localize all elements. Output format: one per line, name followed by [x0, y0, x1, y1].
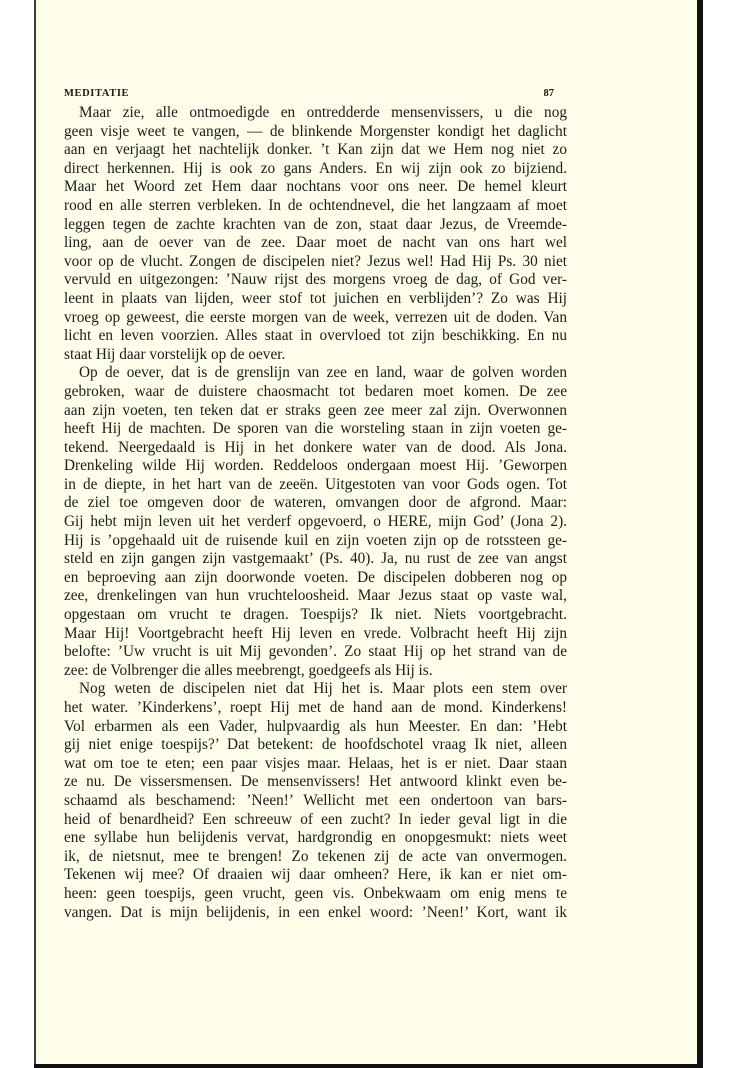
text-line: Op de oever, dat is de grenslijn van zee en land, waar de golven worden [79, 364, 567, 382]
text-line: Maar het Woord zet Hem daar nochtans voor ons neer. De hemel kleurt [64, 178, 567, 196]
page-left-edge [34, 0, 36, 1068]
text-line: heid of benardheid? Een schreeuw of een zucht? In ieder geval ligt in die [64, 810, 567, 828]
text-line: leggen tegen de zachte krachten van de zon, staat daar Jezus, de Vreemde- [64, 215, 567, 233]
text-line: leent in plaats van lijden, weer stof tot juichen en verblijden’? Zo was Hij [64, 289, 567, 307]
text-line: wat om toe te eten; een paar visjes maar. Helaas, het is er niet. Daar staan [64, 754, 567, 772]
page-bottom-edge [34, 1064, 703, 1068]
text-line: heen: geen toespijs, geen vrucht, geen vis. Onbekwaam om enig mens te [64, 884, 567, 902]
text-line: ling, aan de oever van de zee. Daar moet de nacht van ons hart wel [64, 234, 567, 252]
text-line: aan en verjaagt het nachtelijk donker. ’t Kan zijn dat we Hem nog niet zo [64, 141, 567, 159]
page-right-edge [697, 0, 703, 1068]
page-number: 87 [543, 88, 554, 99]
text-line: Vol erbarmen als een Vader, hulpvaardig als hun Meester. En dan: ’Hebt [64, 717, 567, 735]
text-line: Tekenen wij mee? Of draaien wij daar omheen? Here, ik kan er niet om- [64, 866, 567, 884]
text-line: belofte: ’Uw vrucht is uit Mij gevonden’. Zo staat Hij op het strand van de [64, 643, 567, 661]
text-line: vervuld en uitgezongen: ’Nauw rijst des morgens vroeg de dag, of God ver- [64, 271, 567, 289]
text-line: gebroken, waar de duistere chaosmacht tot bedaren moet komen. De zee [64, 382, 567, 400]
body-text [64, 104, 567, 922]
text-line: en beproeving aan zijn doorwonde voeten. De discipelen dobberen nog op [64, 568, 567, 586]
text-line: het water. ’Kinderkens’, roept Hij met de hand aan de mond. Kinderkens! [64, 699, 567, 716]
text-line: licht en leven voorzien. Alles staat in overvloed tot zijn beschikking. En nu [64, 327, 567, 345]
text-line: tekend. Neergedaald is Hij in het donkere water van de dood. Als Jona. [64, 438, 567, 456]
text-line: geen visje weet te vangen, — de blinkende Morgenster kondigt het daglicht [64, 122, 567, 140]
text-line: voor op de vlucht. Zongen de discipelen niet? Jezus wel! Had Hij Ps. 30 niet [64, 252, 567, 270]
text-line: heeft Hij de machten. De sporen van die worsteling staan in zijn voeten ge- [64, 420, 567, 438]
text-line: opgestaan om vrucht te dragen. Toespijs? Ik niet. Niets voortgebracht. [64, 606, 567, 624]
text-line: zee, drenkelingen van hun vruchteloosheid. Maar Jezus staat op vaste wal, [64, 587, 567, 605]
text-line: Gij hebt mijn leven uit het verderf opgevoerd, o HERE, mijn God’ (Jona 2). [64, 513, 567, 531]
text-line: in de diepte, in het hart van de zeeën. Uitgestoten van voor Gods ogen. Tot [64, 475, 567, 493]
text-line: vroeg op geweest, die eerste morgen van de week, verrezen uit de doden. Van [64, 308, 567, 326]
text-line: vangen. Dat is mijn belijdenis, in een enkel woord: ’Neen!’ Kort, want ik [64, 903, 567, 921]
text-line: Drenkeling wilde Hij worden. Reddeloos ondergaan moest Hij. ’Geworpen [64, 457, 567, 475]
text-line: direct herkennen. Hij is ook zo gans Anders. En wij zijn ook zo bijziend. [64, 159, 567, 177]
text-line: Maar Hij! Voortgebracht heeft Hij leven en vrede. Volbracht heeft Hij zijn [64, 624, 567, 642]
text-line: Nog weten de discipelen niet dat Hij het is. Maar plots een stem over [79, 680, 567, 698]
text-line: rood en alle sterren verbleken. In de ochtendnevel, die het langzaam af moet [64, 196, 567, 214]
text-line: Hij is ’opgehaald uit de ruisende kuil en zijn voeten zijn op de rotssteen ge- [64, 531, 567, 549]
text-line: aan zijn voeten, ten teken dat er straks geen zee meer zal zijn. Overwonnen [64, 401, 567, 419]
text-line: ene syllabe hun belijdenis vervat, hardgrondig en onopgesmukt: niets weet [64, 829, 567, 847]
text-line: steld en zijn gangen zijn vastgemaakt’ (Ps. 40). Ja, nu rust de zee van angst [64, 550, 567, 568]
text-line: staat Hij daar vorstelijk op de oever. [64, 345, 286, 363]
running-title: MEDITATIE [64, 88, 130, 99]
text-line: gij niet enige toespijs?’ Dat betekent: de hoofdschotel vraag Ik niet, alleen [64, 736, 567, 754]
text-line: zee: de Volbrenger die alles meebrengt, goedgeefs als Hij is. [64, 661, 433, 679]
text-line: Maar zie, alle ontmoedigde en ontredderde mensenvissers, u die nog [79, 104, 567, 121]
text-line: ik, de nietsnut, mee te brengen! Zo tekenen zij de acte van onvermogen. [64, 847, 567, 865]
text-line: de ziel toe omgeven door de wateren, omvangen door de afgrond. Maar: [64, 494, 567, 512]
text-line: ze nu. De vissersmensen. De mensenvissers! Het antwoord klinkt even be- [64, 773, 567, 791]
running-header [64, 88, 568, 104]
text-line: schaamd als beschamend: ’Neen!’ Wellicht met een ondertoon van bars- [64, 791, 567, 809]
